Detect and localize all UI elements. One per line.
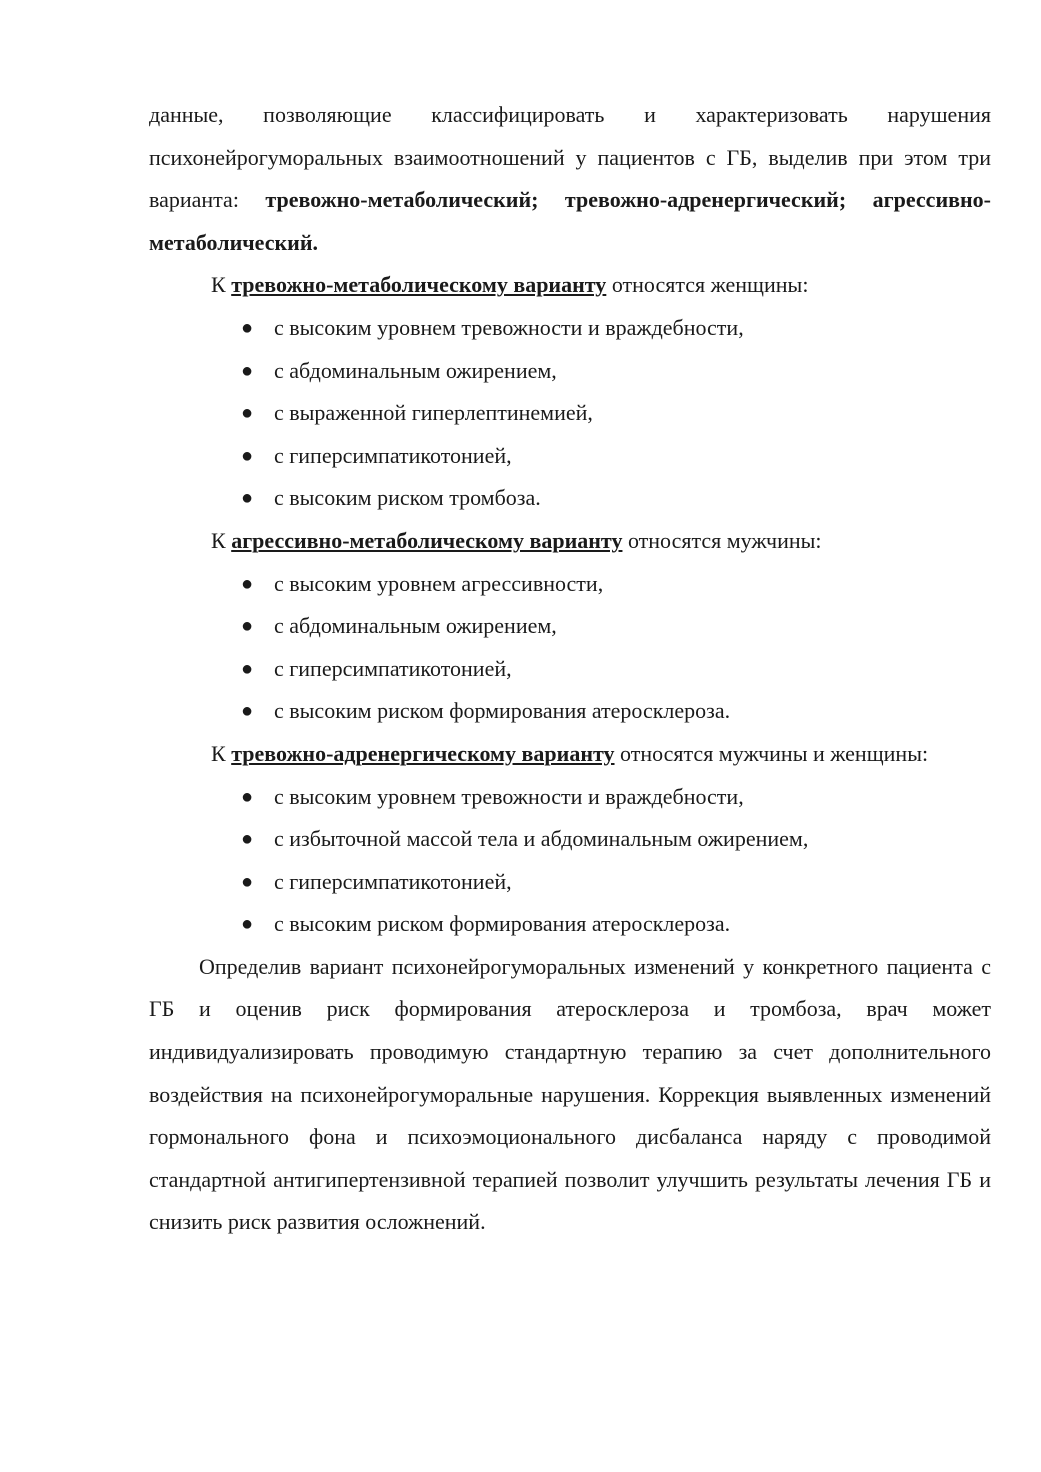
list-item-text: с высоким уровнем тревожности и враждебности, (274, 783, 744, 809)
list-item (149, 307, 991, 350)
variant2-list (149, 563, 991, 733)
list-item (149, 861, 991, 904)
intro-paragraph (149, 94, 991, 264)
bullet-icon: ● (241, 402, 254, 425)
variant3-name: тревожно-адренергическому варианту (231, 740, 615, 766)
variant2-name: агрессивно-метаболическому варианту (231, 527, 623, 553)
variant1-suffix: относятся женщины: (606, 272, 809, 298)
bullet-icon: ● (241, 615, 254, 638)
list-item (149, 563, 991, 606)
list-item-text: с абдоминальным ожирением, (274, 613, 557, 639)
bullet-icon: ● (241, 870, 254, 893)
bullet-icon: ● (241, 572, 254, 595)
variant3-prefix: К (211, 740, 232, 766)
intro-variants-bold: тревожно-метаболический; тревожно-адренергический; агрессивно-метаболический. (149, 187, 992, 255)
variant1-prefix: К (211, 272, 232, 298)
intro-text: данные, позволяющие классифицировать и характеризовать нарушения психонейрогуморальных взаимоотношений у пациентов с ГБ, выделив при этом три варианта: (149, 102, 991, 213)
list-item-text: с высоким риском тромбоза. (274, 485, 541, 511)
list-item (149, 605, 991, 648)
list-item-text: с высоким уровнем агрессивности, (274, 570, 604, 596)
list-item (149, 350, 991, 393)
list-item-text: с гиперсимпатикотонией, (274, 868, 512, 894)
bullet-icon: ● (241, 700, 254, 723)
bullet-icon: ● (241, 913, 254, 936)
variant1-name: тревожно-метаболическому варианту (231, 272, 607, 298)
bullet-icon: ● (241, 785, 254, 808)
variant1-list (149, 307, 991, 520)
list-item (149, 690, 991, 733)
list-item (149, 392, 991, 435)
variant2-heading (149, 520, 991, 563)
bullet-icon: ● (241, 487, 254, 510)
list-item-text: с высоким уровнем тревожности и враждебности, (274, 314, 744, 340)
list-item-text: с выраженной гиперлептинемией, (274, 400, 593, 426)
list-item-text: с гиперсимпатикотонией, (274, 655, 512, 681)
variant3-suffix: относятся мужчины и женщины: (614, 740, 929, 766)
document-page (149, 94, 991, 1244)
list-item (149, 903, 991, 946)
bullet-icon: ● (241, 359, 254, 382)
bullet-icon: ● (241, 444, 254, 467)
list-item-text: с избыточной массой тела и абдоминальным ожирением, (274, 826, 809, 852)
list-item (149, 776, 991, 819)
list-item (149, 648, 991, 691)
conclusion-paragraph: Определив вариант психонейрогуморальных изменений у конкретного пациента с ГБ и оценив риск формирования атеросклероза и тромбоза, врач может индивидуализировать проводимую стандартную терапию за счет дополнительного воздействия на психонейрогуморальные нарушения. Коррекция выявленных изменений гормонального фона и психоэмоционального дисбаланса наряду с проводимой стандартной антигипертензивной терапией позволит улучшить результаты лечения ГБ и снизить риск развития осложнений. (149, 953, 991, 1235)
list-item (149, 435, 991, 478)
variant1-heading (149, 264, 991, 307)
variant2-suffix: относятся мужчины: (622, 527, 822, 553)
bullet-icon: ● (241, 316, 254, 339)
variant3-heading (149, 733, 991, 776)
bullet-icon: ● (241, 828, 254, 851)
variant3-list (149, 776, 991, 946)
list-item-text: с гиперсимпатикотонией, (274, 442, 512, 468)
list-item-text: с абдоминальным ожирением, (274, 357, 557, 383)
list-item-text: с высоким риском формирования атеросклероза. (274, 911, 731, 937)
bullet-icon: ● (241, 657, 254, 680)
list-item (149, 818, 991, 861)
list-item (149, 477, 991, 520)
list-item-text: с высоким риском формирования атеросклероза. (274, 698, 731, 724)
variant2-prefix: К (211, 527, 232, 553)
